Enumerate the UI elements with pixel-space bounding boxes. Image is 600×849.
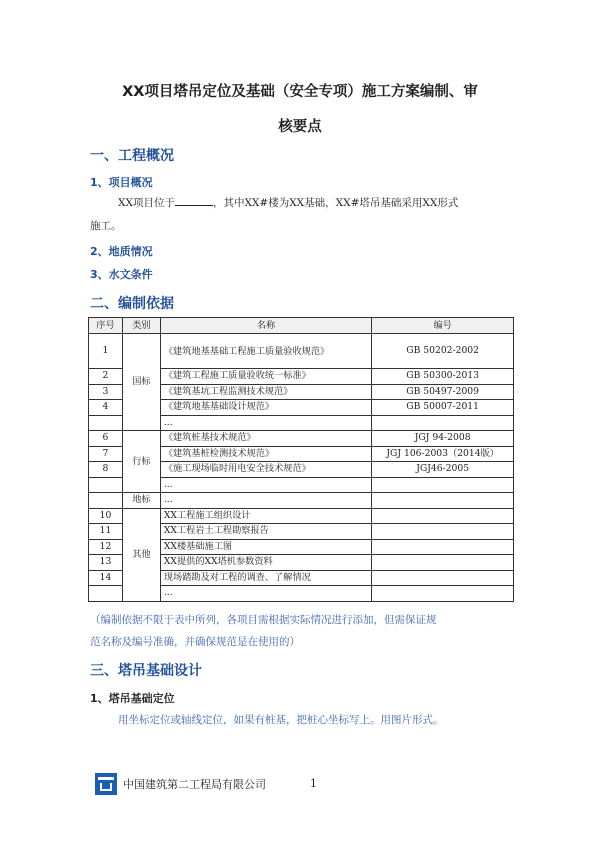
row-no: 7 [89, 446, 123, 462]
row-no: 3 [89, 384, 123, 400]
row-code: GB 50497-2009 [372, 384, 514, 400]
header-name: 名称 [160, 318, 371, 334]
header-code: 编号 [372, 318, 514, 334]
row-code [372, 477, 514, 493]
heading-basis: 二、编制依据 [90, 296, 174, 312]
category-industry: 行标 [122, 431, 160, 493]
foundation-position-text: 用坐标定位或轴线定位，如果有桩基，把桩心坐标写上。用图片形式。 [118, 714, 444, 726]
page-footer [95, 773, 266, 795]
row-no: 14 [89, 570, 123, 586]
subheading-hydrology: 3、水文条件 [90, 268, 153, 281]
row-no: 2 [89, 369, 123, 385]
row-name: XX提供的XX塔机参数资料 [160, 555, 371, 571]
subheading-foundation-position: 1、塔吊基础定位 [90, 692, 175, 705]
row-code [372, 539, 514, 555]
row-code [372, 508, 514, 524]
basis-note-line2: 范名称及编号准确，并确保规范是在使用的） [90, 636, 300, 648]
category-local: 地标 [122, 493, 160, 509]
row-no [89, 493, 123, 509]
row-code: JGJ 94-2008 [372, 431, 514, 447]
row-name: ... [160, 493, 371, 509]
table-row [89, 493, 514, 509]
project-summary-text-b: ，其中XX#楼为XX基础，XX#塔吊基础采用XX形式 [212, 197, 459, 209]
row-no [89, 586, 123, 602]
table-row [89, 508, 514, 524]
header-no: 序号 [89, 318, 123, 334]
basis-note-line1: （编制依据不限于表中所列，各项目需根据实际情况进行添加，但需保证规 [90, 614, 437, 626]
blank-line [175, 195, 213, 206]
row-no: 6 [89, 431, 123, 447]
table-header-row [89, 318, 514, 334]
row-name: 《建筑工程施工质量验收统一标准》 [160, 369, 371, 385]
row-no: 4 [89, 400, 123, 416]
row-name: ... [160, 586, 371, 602]
table-row [89, 334, 514, 369]
row-code: GB 50202-2002 [372, 334, 514, 369]
row-name: ... [160, 477, 371, 493]
basis-table [88, 317, 514, 602]
page-number: 1 [310, 777, 317, 790]
row-code: JGJ 106-2003（2014版） [372, 446, 514, 462]
heading-foundation-design: 三、塔吊基础设计 [90, 663, 202, 679]
row-name: 《建筑基桩检测技术规范》 [160, 446, 371, 462]
category-other: 其他 [122, 508, 160, 601]
row-code [372, 570, 514, 586]
row-code [372, 586, 514, 602]
row-name: 《建筑地基基础工程施工质量验收规范》 [160, 334, 371, 369]
subheading-geology: 2、地质情况 [90, 245, 153, 258]
project-summary-text-a: XX项目位于 [118, 197, 175, 209]
row-code: JGJ46-2005 [372, 462, 514, 478]
row-name: 《建筑桩基技术规范》 [160, 431, 371, 447]
row-name: ... [160, 415, 371, 431]
row-name: 《建筑基坑工程监测技术规范》 [160, 384, 371, 400]
basis-note [90, 609, 437, 653]
row-name: XX工程施工组织设计 [160, 508, 371, 524]
table-row [89, 431, 514, 447]
subheading-project-summary: 1、项目概况 [90, 176, 153, 189]
row-name: XX楼基础施工图 [160, 539, 371, 555]
category-national: 国标 [122, 334, 160, 431]
row-no: 12 [89, 539, 123, 555]
document-title-line1: XX项目塔吊定位及基础（安全专项）施工方案编制、审 [122, 84, 478, 100]
row-code [372, 555, 514, 571]
row-no: 10 [89, 508, 123, 524]
row-name: XX工程岩土工程勘察报告 [160, 524, 371, 540]
row-name: 现场踏勘及对工程的调查、了解情况 [160, 570, 371, 586]
row-name: 《建筑地基基础设计规范》 [160, 400, 371, 416]
row-no [89, 415, 123, 431]
row-no: 13 [89, 555, 123, 571]
company-logo-icon [95, 773, 117, 795]
row-no: 1 [89, 334, 123, 369]
row-no: 11 [89, 524, 123, 540]
row-code: GB 50300-2013 [372, 369, 514, 385]
row-code [372, 524, 514, 540]
row-name: 《施工现场临时用电安全技术规范》 [160, 462, 371, 478]
header-category: 类别 [122, 318, 160, 334]
row-code [372, 493, 514, 509]
project-summary-text-c: 施工。 [90, 220, 122, 232]
row-no: 8 [89, 462, 123, 478]
document-title-line2: 核要点 [278, 119, 322, 135]
project-summary-text [118, 195, 458, 210]
company-name: 中国建筑第二工程局有限公司 [123, 778, 266, 791]
row-code: GB 50007-2011 [372, 400, 514, 416]
row-code [372, 415, 514, 431]
heading-project-overview: 一、工程概况 [90, 148, 174, 164]
row-no [89, 477, 123, 493]
